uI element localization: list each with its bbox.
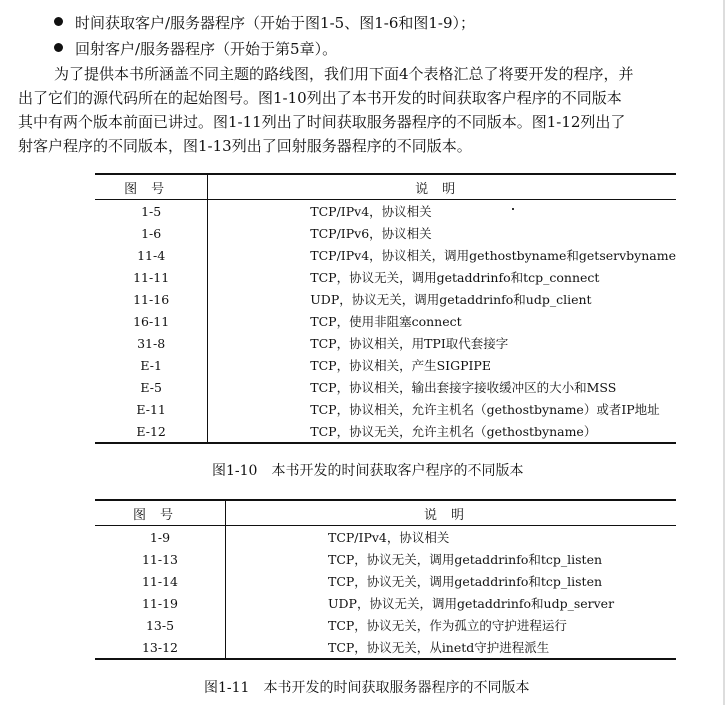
figure-number-cell: E-12 — [95, 420, 208, 443]
header-figure-number: 图号 — [95, 500, 226, 526]
figure-caption-1-10: 图1-10 本书开发的时间获取客户程序的不同版本 — [212, 463, 524, 479]
table-row — [95, 570, 676, 592]
description-cell: TCP/IPv4，协议相关 — [208, 200, 676, 223]
table-body — [95, 200, 676, 444]
table-row — [95, 614, 676, 636]
figure-number-cell: E-5 — [140, 379, 162, 395]
description-cell: UDP，协议无关，调用getaddrinfo和udp_server — [226, 592, 677, 614]
table-row — [95, 592, 676, 614]
table-row — [95, 288, 676, 310]
description-cell: TCP，协议无关，作为孤立的守护进程运行 — [226, 614, 677, 636]
bullet-dot-icon — [54, 43, 63, 52]
description-cell: TCP，协议无关，允许主机名（gethostbyname） — [208, 420, 676, 443]
table-header-row — [95, 500, 676, 526]
description-cell: TCP，使用非阻塞connect — [208, 310, 676, 332]
paragraph-line: 其中有两个版本前面已讲过。图1-11列出了时间获取服务器程序的不同版本。图1-12列出了 — [18, 113, 626, 131]
description-cell: TCP，协议无关，调用getaddrinfo和tcp_listen — [226, 548, 677, 570]
bullet-item — [54, 36, 475, 62]
table-row — [95, 548, 676, 570]
figure-number-cell: 11-14 — [141, 573, 179, 589]
bullet-item — [54, 10, 475, 36]
bullet-text: 时间获取客户/服务器程序（开始于图1-5、图1-6和图1-9）； — [75, 14, 476, 32]
table-body — [95, 526, 676, 660]
figure-number-cell: E-1 — [140, 357, 162, 373]
description-cell: TCP/IPv4，协议相关 — [226, 526, 677, 549]
figure-number-cell: 11-16 — [133, 291, 170, 307]
client-versions-table — [95, 173, 676, 444]
description-cell: TCP/IPv6，协议相关 — [208, 222, 676, 244]
figure-number-cell: 11-4 — [137, 247, 166, 263]
figure-number-cell: 16-11 — [133, 313, 170, 329]
figure-number-cell: 1-6 — [141, 225, 162, 241]
figure-number-cell: E-11 — [136, 401, 166, 417]
header-figure-number: 图号 — [95, 174, 208, 200]
bullet-list — [54, 10, 475, 62]
table-row — [95, 200, 676, 223]
bullet-text: 回射客户/服务器程序（开始于第5章）。 — [75, 40, 338, 58]
description-cell: TCP，协议相关，允许主机名（gethostbyname）或者IP地址 — [208, 398, 676, 420]
scan-speck — [512, 208, 514, 210]
table-row — [95, 526, 676, 549]
description-cell: TCP，协议无关，调用getaddrinfo和tcp_listen — [226, 570, 677, 592]
table-header-row — [95, 174, 676, 200]
paragraph-line: 出了它们的源代码所在的起始图号。图1-10列出了本书开发的时间获取客户程序的不同版本 — [18, 89, 622, 107]
description-cell: TCP，协议相关，输出套接字接收缓冲区的大小和MSS — [208, 376, 676, 398]
table-row — [95, 266, 676, 288]
table-row — [95, 310, 676, 332]
body-paragraph — [18, 62, 725, 158]
figure-number-cell: 11-11 — [133, 269, 170, 285]
header-description: 说明 — [226, 500, 677, 526]
description-cell: TCP，协议无关，调用getaddrinfo和tcp_connect — [208, 266, 676, 288]
header-description: 说明 — [208, 174, 676, 200]
server-versions-table — [95, 499, 676, 660]
figure-number-cell: 11-13 — [141, 551, 179, 567]
table-row — [95, 354, 676, 376]
table-row — [95, 332, 676, 354]
paragraph-line: 为了提供本书所涵盖不同主题的路线图，我们用下面4个表格汇总了将要开发的程序，并 — [54, 65, 634, 83]
description-cell: TCP，协议无关，从inetd守护进程派生 — [226, 636, 677, 659]
figure-number-cell: 11-19 — [141, 595, 179, 611]
description-cell: TCP，协议相关，产生SIGPIPE — [208, 354, 676, 376]
figure-number-cell: 31-8 — [137, 335, 166, 351]
table-row — [95, 398, 676, 420]
description-cell: TCP，协议相关，用TPI取代套接字 — [208, 332, 676, 354]
bullet-dot-icon — [54, 17, 63, 26]
description-cell: TCP/IPv4，协议相关，调用gethostbyname和getservbyname — [208, 244, 676, 266]
table-row — [95, 222, 676, 244]
figure-number-cell: 1-9 — [149, 529, 171, 545]
paragraph-line: 射客户程序的不同版本，图1-13列出了回射服务器程序的不同版本。 — [18, 137, 472, 155]
table-row — [95, 636, 676, 659]
description-cell: UDP，协议无关，调用getaddrinfo和udp_client — [208, 288, 676, 310]
table-row — [95, 420, 676, 443]
figure-caption-1-11: 图1-11 本书开发的时间获取服务器程序的不同版本 — [204, 680, 530, 696]
figure-number-cell: 1-5 — [141, 203, 162, 219]
figure-number-cell: 13-5 — [145, 617, 175, 633]
table-row — [95, 244, 676, 266]
figure-number-cell: 13-12 — [95, 636, 226, 659]
table-row — [95, 376, 676, 398]
